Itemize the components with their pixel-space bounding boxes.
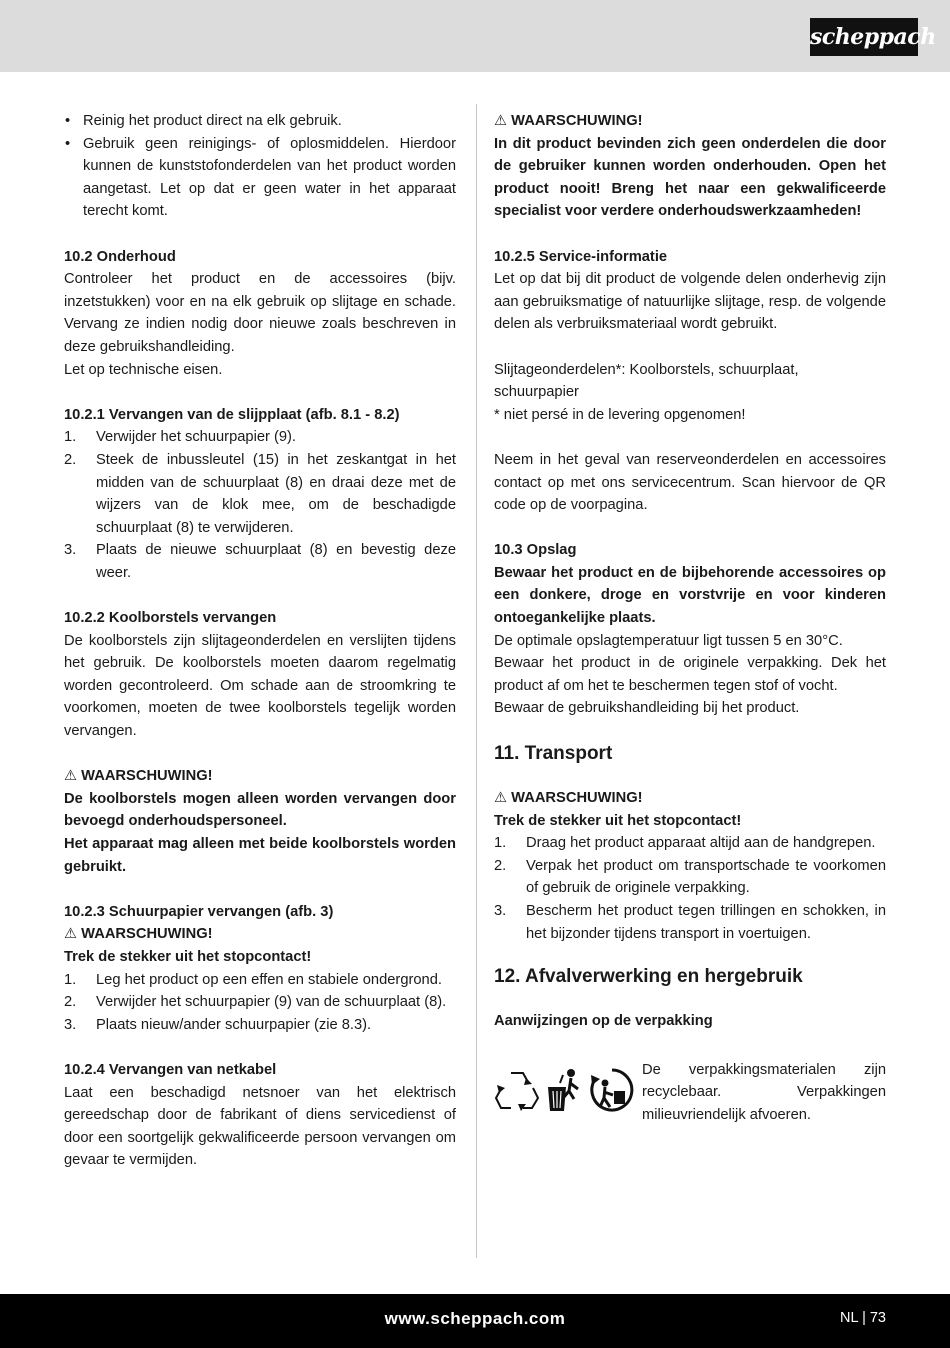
section-title-10-2-2: 10.2.2 Koolborstels vervangen [64, 610, 277, 627]
warning-text: De koolborstels mogen alleen worden vervangen door bevoegd onderhoudspersoneel. [64, 790, 456, 830]
warning-heading: ⚠ WAARSCHUWING! [494, 787, 886, 810]
storage-bold-text: Bewaar het product en de bijbehorende accessoires op een donkere, droge en vorstvrije en voor kinderen ontoegankelijke plaats. [494, 564, 886, 627]
wear-parts-note: * niet persé in de levering opgenomen! [494, 406, 746, 423]
section-title-10-2-5: 10.2.5 Service-informatie [494, 248, 668, 265]
website-link[interactable]: www.scheppach.com [384, 1309, 566, 1328]
header-bar [0, 0, 950, 72]
storage-pack-text: Bewaar het product in de originele verpakking. Dek het product af om het te beschermen tegen stof of vocht. [494, 655, 886, 694]
list-item: 3. Plaats de nieuwe schuurplaat (8) en bevestig deze weer. [64, 542, 456, 581]
list-item: 2. Steek de inbussleutel (15) in het zeskantgat in het midden van de schuurplaat (8) en draai deze met de wijzers van de klok mee, om de beschadigde schuurplaat (8) te verwijderen. [64, 451, 456, 536]
left-column [64, 110, 456, 1172]
transport-steps [494, 832, 886, 945]
section-title-10-2: 10.2 Onderhoud [64, 248, 176, 265]
packaging-heading: Aanwijzingen op de verpakking [494, 1013, 713, 1030]
list-item: 2. Verwijder het schuurpapier (9) van de schuurplaat (8). [64, 994, 447, 1011]
list-item: 1. Draag het product apparaat altijd aan de handgrepen. [494, 835, 876, 852]
spare-parts-text: Neem in het geval van reserveonderdelen en accessoires contact op met ons servicecentrum. Scan hiervoor de QR code op de voorpagina. [494, 451, 886, 514]
packaging-info [494, 1059, 886, 1127]
recycle-person-icon [588, 1067, 636, 1113]
column-divider [476, 104, 477, 1258]
packaging-text: De verpakkingsmaterialen zijn recyclebaar. Verpakkingen milieuvriendelijk afvoeren. [642, 1061, 886, 1123]
warning-text: In dit product bevinden zich geen onderdelen die door de gebruiker kunnen worden onderhouden. Open het product nooit! Breng het naar een gekwalificeerde specialist voor verdere onderhoudswerkzaamheden! [494, 135, 886, 220]
section-title-10-2-3: 10.2.3 Schuurpapier vervangen (afb. 3) [64, 903, 334, 920]
warning-triangle-icon: ⚠ [494, 790, 508, 807]
waste-bin-icon [544, 1067, 584, 1113]
section-title-10-3: 10.3 Opslag [494, 542, 577, 559]
page-number: NL | 73 [840, 1310, 886, 1326]
section-title-11: 11. Transport [494, 743, 613, 765]
warning-heading: ⚠ WAARSCHUWING! [494, 110, 886, 133]
warning-heading: ⚠ WAARSCHUWING! [64, 765, 456, 788]
storage-manual-text: Bewaar de gebruikshandleiding bij het product. [494, 700, 800, 717]
cleaning-list [64, 110, 456, 223]
scheppach-logo: scheppach [810, 18, 918, 56]
list-item: 2. Verpak het product om transportschade te voorkomen of gebruik de originele verpakking. [494, 857, 886, 897]
warning-triangle-icon: ⚠ [64, 926, 78, 943]
list-item: • Gebruik geen reinigings- of oplosmiddelen. Hierdoor kunnen de kunststofonderdelen van het product worden aangetast. Let op dat er geen water in het apparaat terecht komt. [64, 133, 456, 223]
section-title-10-2-1: 10.2.1 Vervangen van de slijpplaat (afb. 8.1 - 8.2) [64, 406, 400, 423]
storage-temp-text: De optimale opslagtemperatuur ligt tussen 5 en 30°C. [494, 632, 843, 649]
maintenance-text: Controleer het product en de accessoires (bijv. inzetstukken) voor en na elk gebruik op slijtage en schade. Vervang ze indien nodig door nieuwe zoals beschreven in deze gebruikshandleiding. [64, 271, 456, 355]
sandpaper-steps [64, 969, 456, 1037]
packaging-icons [494, 1059, 642, 1113]
footer-bar [0, 1294, 950, 1348]
warning-heading: ⚠ WAARSCHUWING! [64, 923, 456, 946]
warning-triangle-icon: ⚠ [494, 113, 508, 129]
brushes-text: De koolborstels zijn slijtageonderdelen en verslijten tijdens het gebruik. De koolborstels moeten daarom regelmatig worden gecontroleerd. Om schade aan de stroomkring te voorkomen, moeten de twee koolborstels tegelijk worden vervangen. [64, 632, 456, 740]
recycle-icon [494, 1067, 540, 1113]
maintenance-note: Let op technische eisen. [64, 361, 223, 378]
list-item: 3. Bescherm het product tegen trillingen en schokken, in het bijzonder tijdens transport in voertuigen. [494, 903, 886, 942]
cable-text: Laat een beschadigd netsnoer van het elektrisch gereedschap door de fabrikant of diens servicedienst of door een soortgelijk gekwalificeerde persoon vervangen om gevaar te vermijden. [64, 1084, 456, 1169]
plate-steps [64, 426, 456, 584]
warning-text: Het apparaat mag alleen met beide koolborstels worden gebruikt. [64, 836, 456, 875]
list-item: • Reinig het product direct na elk gebruik. [64, 110, 456, 133]
warning-text: Trek de stekker uit het stopcontact! [494, 812, 742, 829]
section-title-10-2-4: 10.2.4 Vervangen van netkabel [64, 1061, 277, 1078]
right-column [494, 110, 886, 1127]
service-text: Let op dat bij dit product de volgende delen onderhevig zijn aan gebruiksmatige of natuurlijke slijtage, resp. de volgende delen als verbruiksmateriaal wordt gebruikt. [494, 271, 886, 333]
list-item: 1. Verwijder het schuurpapier (9). [64, 429, 297, 446]
list-item: 1. Leg het product op een effen en stabiele ondergrond. [64, 971, 442, 988]
section-title-12: 12. Afvalverwerking en hergebruik [494, 966, 803, 988]
warning-text: Trek de stekker uit het stopcontact! [64, 948, 312, 965]
wear-parts-text: Slijtageonderdelen*: Koolborstels, schuurplaat, schuurpapier [494, 361, 799, 401]
list-item: 3. Plaats nieuw/ander schuurpapier (zie 8.3). [64, 1016, 372, 1033]
warning-triangle-icon: ⚠ [64, 768, 78, 785]
